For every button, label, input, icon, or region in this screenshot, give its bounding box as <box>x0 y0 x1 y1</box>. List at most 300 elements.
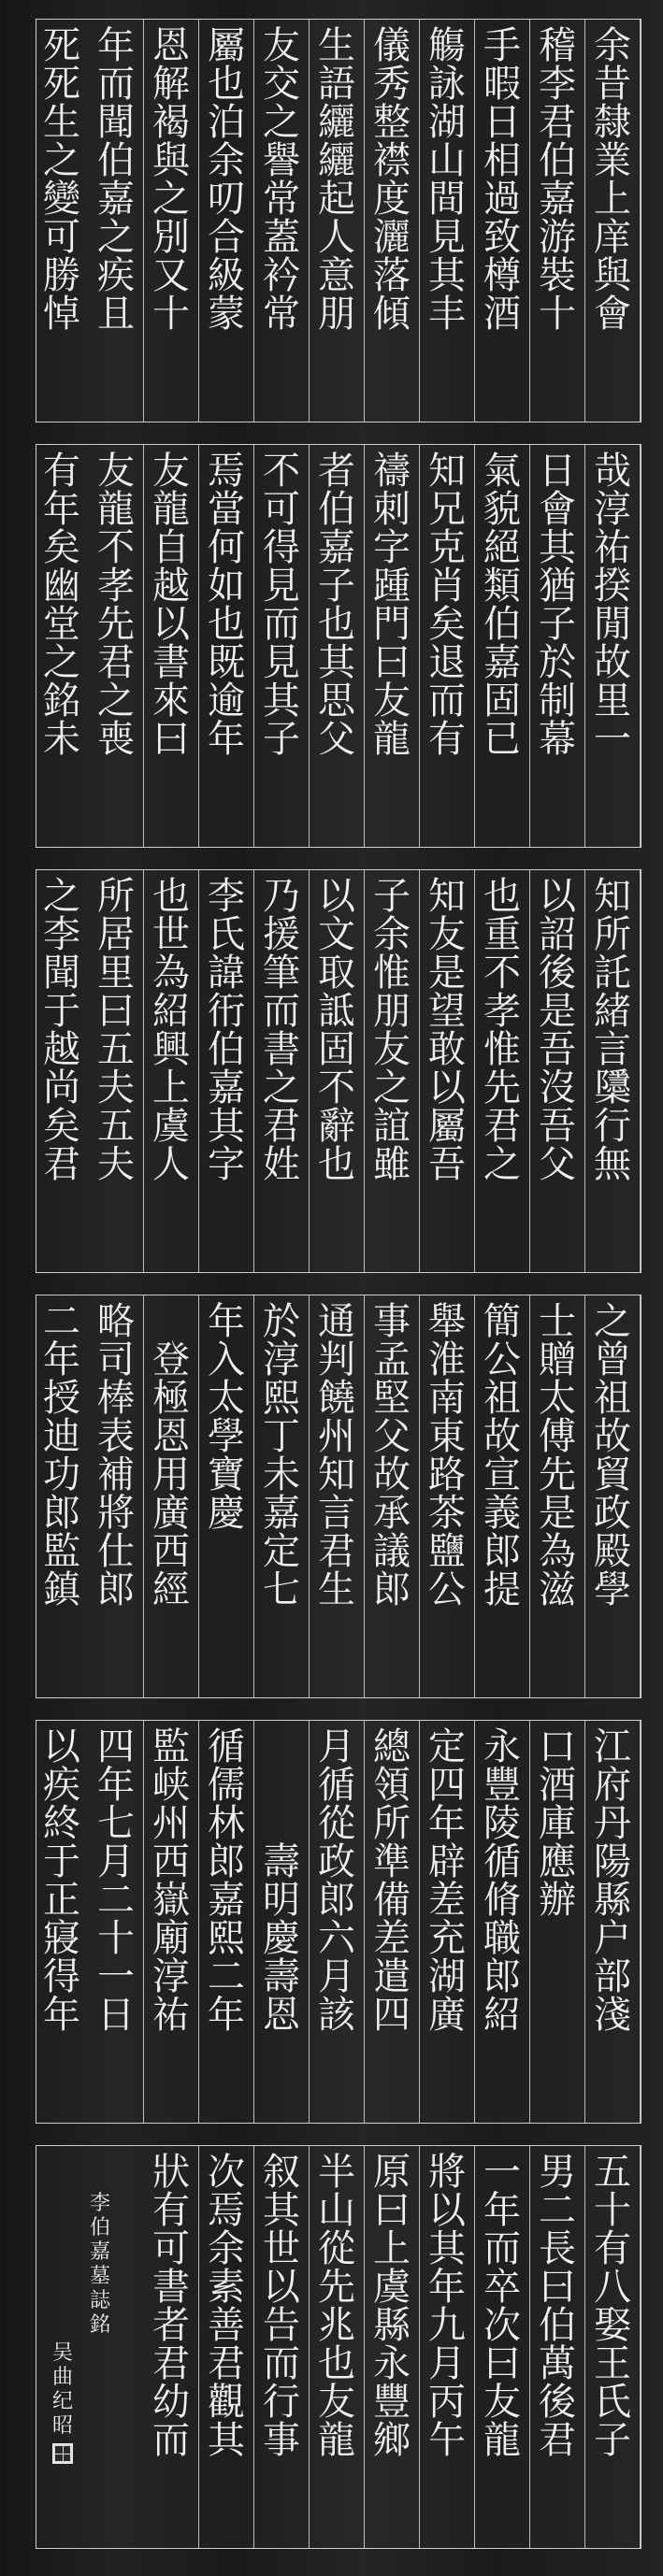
character-glyph: 詔 <box>539 913 576 956</box>
character-glyph: 男 <box>539 2151 576 2194</box>
character-glyph: 通 <box>318 1300 355 1343</box>
text-column <box>475 870 530 1272</box>
character-glyph: 湖 <box>428 1955 466 1998</box>
character-glyph: 以 <box>318 875 355 918</box>
text-column <box>199 20 254 422</box>
character-glyph: 書 <box>263 1028 300 1071</box>
character-glyph: 且 <box>97 293 135 336</box>
character-glyph: 於 <box>539 641 576 684</box>
character-glyph: 可 <box>152 2227 190 2270</box>
character-glyph: 州 <box>318 1415 355 1458</box>
character-glyph: 議 <box>373 1530 411 1573</box>
character-glyph: 已 <box>483 718 521 761</box>
character-glyph: 既 <box>208 641 245 684</box>
character-glyph: 字 <box>208 1143 245 1186</box>
character-glyph: 屬 <box>208 24 245 67</box>
character-glyph: 孝 <box>483 990 521 1033</box>
character-glyph: 十 <box>152 293 190 336</box>
character-glyph: 二 <box>97 1879 135 1922</box>
character-glyph: 庠 <box>594 216 631 259</box>
character-glyph: 蓋 <box>263 216 300 259</box>
character-glyph: 終 <box>43 1802 80 1845</box>
character-glyph: 長 <box>539 2227 576 2270</box>
character-glyph: 龍 <box>97 488 135 531</box>
character-glyph: 將 <box>97 1492 135 1535</box>
character-glyph: 友 <box>373 680 411 723</box>
character-glyph: 七 <box>263 1568 300 1611</box>
character-glyph: 叨 <box>208 178 245 221</box>
character-glyph: 其 <box>428 2227 466 2270</box>
character-glyph: 誼 <box>373 1105 411 1148</box>
character-glyph: 而 <box>97 63 135 106</box>
character-glyph: 陽 <box>594 1840 631 1883</box>
text-column <box>199 1721 254 2123</box>
character-glyph: 曰 <box>373 641 411 684</box>
character-glyph: 年 <box>208 1300 245 1343</box>
text-column <box>35 445 89 847</box>
character-glyph: 郎 <box>43 1492 80 1535</box>
text-column <box>530 20 585 422</box>
character-glyph: 年 <box>97 24 135 67</box>
character-glyph: 知 <box>428 450 466 493</box>
character-glyph: 禱 <box>373 450 411 493</box>
text-column <box>89 1295 144 1697</box>
character-glyph: 口 <box>539 1725 576 1768</box>
text-column <box>420 20 475 422</box>
character-glyph: 父 <box>318 718 355 761</box>
character-glyph: 嘉 <box>318 526 355 569</box>
character-glyph: 寶 <box>208 1453 245 1496</box>
character-glyph: 見 <box>428 216 466 259</box>
text-column <box>144 445 199 847</box>
character-glyph: 嘉 <box>208 1879 245 1922</box>
text-column <box>530 1721 585 2123</box>
text-column <box>475 20 530 422</box>
character-glyph: 學 <box>208 1415 245 1458</box>
character-glyph: 吾 <box>539 1028 576 1071</box>
character-glyph: 其 <box>428 254 466 297</box>
character-glyph: 世 <box>263 2227 300 2270</box>
character-glyph: 有 <box>43 450 80 493</box>
character-glyph: 棒 <box>97 1377 135 1420</box>
character-glyph: 差 <box>373 1917 411 1960</box>
text-column <box>365 445 420 847</box>
character-glyph: 惟 <box>373 952 411 995</box>
character-glyph: 自 <box>152 526 190 569</box>
character-glyph: 從 <box>318 2227 355 2270</box>
character-glyph: 西 <box>152 1840 190 1883</box>
character-glyph: 與 <box>594 254 631 297</box>
character-glyph: 傅 <box>539 1415 576 1458</box>
character-glyph: 定 <box>263 1530 300 1573</box>
character-glyph: 庫 <box>539 1802 576 1845</box>
character-glyph: 四 <box>373 1994 411 2037</box>
character-glyph: 父 <box>539 1143 576 1186</box>
text-column <box>365 1721 420 2123</box>
character-glyph: 死 <box>43 24 80 67</box>
character-glyph: 纚 <box>318 101 355 144</box>
character-glyph: 該 <box>318 1994 355 2037</box>
text-column <box>585 1721 641 2123</box>
text-column <box>585 870 641 1272</box>
character-glyph: 余 <box>208 139 245 182</box>
character-glyph: 其 <box>539 526 576 569</box>
character-glyph: 也 <box>318 603 355 646</box>
character-glyph: 辦 <box>539 1879 576 1922</box>
character-glyph: 友 <box>97 450 135 493</box>
character-glyph: 死 <box>43 63 80 106</box>
character-glyph: 循 <box>483 1840 521 1883</box>
character-glyph: 淳 <box>263 1338 300 1381</box>
text-column <box>420 2146 475 2548</box>
character-glyph: 交 <box>263 63 300 106</box>
text-column <box>585 2146 641 2548</box>
character-glyph: 暇 <box>483 63 521 106</box>
character-glyph: 而 <box>263 603 300 646</box>
character-glyph: 半 <box>318 2151 355 2194</box>
character-glyph: 里 <box>97 952 135 995</box>
character-glyph: 有 <box>428 718 466 761</box>
text-column <box>530 1295 585 1697</box>
character-glyph: 淺 <box>594 1994 631 2037</box>
character-glyph: 定 <box>428 1725 466 1768</box>
text-column <box>35 1721 89 2123</box>
character-glyph: 間 <box>428 178 466 221</box>
character-glyph: 淳 <box>594 488 631 531</box>
text-column <box>420 1295 475 1697</box>
character-glyph: 年 <box>428 1802 466 1845</box>
character-glyph: 變 <box>43 178 80 221</box>
character-glyph: 傾 <box>373 293 411 336</box>
character-glyph: 江 <box>594 1725 631 1768</box>
character-glyph: 宣 <box>483 1453 521 1496</box>
character-glyph: 踵 <box>373 565 411 608</box>
character-glyph: 生 <box>43 101 80 144</box>
character-glyph: 承 <box>373 1492 411 1535</box>
character-glyph: 廟 <box>152 1917 190 1960</box>
work-title <box>87 2193 113 2548</box>
character-glyph: 知 <box>594 875 631 918</box>
character-glyph: 勝 <box>43 254 80 297</box>
character-glyph: 生 <box>318 24 355 67</box>
character-glyph: 君 <box>263 1105 300 1148</box>
character-glyph: 文 <box>318 913 355 956</box>
character-glyph: 故 <box>483 1415 521 1458</box>
character-glyph: 娶 <box>594 2304 631 2347</box>
character-glyph: 夫 <box>97 1066 135 1109</box>
text-column <box>144 20 199 422</box>
character-glyph: 世 <box>152 913 190 956</box>
character-glyph: 所 <box>594 913 631 956</box>
text-column <box>254 2146 310 2548</box>
character-glyph: 稽 <box>539 24 576 67</box>
character-glyph: 從 <box>318 1802 355 1845</box>
character-glyph: 哉 <box>594 450 631 493</box>
character-glyph: 恩 <box>152 24 190 67</box>
character-glyph: 曰 <box>539 2266 576 2309</box>
character-glyph: 年 <box>483 2189 521 2232</box>
character-glyph: 君 <box>43 1143 80 1186</box>
character-glyph: 淳 <box>152 1955 190 1998</box>
character-glyph: 余 <box>594 24 631 67</box>
character-glyph: 朋 <box>373 990 411 1033</box>
character-glyph: 次 <box>208 2151 245 2194</box>
character-glyph: 纪 <box>51 2390 73 2413</box>
character-glyph: 虞 <box>373 2266 411 2309</box>
seal-stamp <box>52 2443 73 2464</box>
text-column <box>35 870 89 1272</box>
character-glyph: 公 <box>428 1568 466 1611</box>
character-glyph: 伯 <box>89 2216 110 2240</box>
character-glyph: 其 <box>263 2189 300 2232</box>
text-column <box>310 20 365 422</box>
character-glyph: 墓 <box>89 2265 110 2288</box>
character-glyph: 有 <box>594 2227 631 2270</box>
character-glyph: 循 <box>318 1764 355 1807</box>
character-glyph: 氏 <box>208 913 245 956</box>
character-glyph: 尚 <box>43 1066 80 1109</box>
character-glyph: 鄉 <box>373 2419 411 2462</box>
character-glyph: 月 <box>428 2342 466 2385</box>
character-glyph: 觀 <box>208 2381 245 2424</box>
character-glyph: 户 <box>594 1917 631 1960</box>
character-glyph: 虞 <box>152 1105 190 1148</box>
character-glyph: 祐 <box>594 526 631 569</box>
character-glyph: 政 <box>318 1840 355 1883</box>
character-glyph: 又 <box>152 254 190 297</box>
character-glyph: 其 <box>318 641 355 684</box>
character-glyph: 孝 <box>97 565 135 608</box>
character-glyph: 相 <box>483 139 521 182</box>
text-column <box>530 445 585 847</box>
text-column <box>365 1295 420 1697</box>
character-glyph: 堅 <box>373 1377 411 1420</box>
character-glyph: 用 <box>152 1453 190 1496</box>
character-glyph: 銘 <box>89 2313 110 2337</box>
character-glyph: 手 <box>483 24 521 67</box>
character-glyph: 友 <box>318 2381 355 2424</box>
character-glyph: 永 <box>373 2342 411 2385</box>
character-glyph: 授 <box>43 1377 80 1420</box>
character-glyph: 慶 <box>208 1492 245 1535</box>
character-glyph: 事 <box>263 2419 300 2462</box>
character-glyph: 湖 <box>428 101 466 144</box>
character-glyph: 言 <box>318 1492 355 1535</box>
text-column <box>310 1721 365 2123</box>
character-glyph: 十 <box>594 2189 631 2232</box>
character-glyph: 南 <box>428 1377 466 1420</box>
character-glyph: 部 <box>594 1955 631 1998</box>
character-glyph: 也 <box>483 875 521 918</box>
character-glyph: 恩 <box>263 1994 300 2037</box>
character-glyph: 矣 <box>43 1105 80 1148</box>
character-glyph: 何 <box>208 526 245 569</box>
text-column <box>310 1295 365 1697</box>
character-glyph: 重 <box>483 913 521 956</box>
character-glyph: 四 <box>97 1725 135 1768</box>
character-glyph: 差 <box>428 1879 466 1922</box>
character-glyph: 知 <box>428 875 466 918</box>
character-glyph: 九 <box>428 2304 466 2347</box>
character-glyph: 學 <box>594 1568 631 1611</box>
character-glyph: 伯 <box>483 603 521 646</box>
character-glyph: 以 <box>152 603 190 646</box>
text-column <box>475 2146 530 2548</box>
character-glyph: 疾 <box>43 1764 80 1807</box>
character-glyph: 矣 <box>428 603 466 646</box>
character-glyph: 茶 <box>428 1492 466 1535</box>
character-glyph: 廣 <box>152 1492 190 1535</box>
character-glyph: 後 <box>539 2381 576 2424</box>
panel-2 <box>36 444 641 848</box>
text-column <box>475 1295 530 1697</box>
text-column <box>530 2146 585 2548</box>
character-glyph: 縣 <box>594 1879 631 1922</box>
character-glyph: 儒 <box>208 1764 245 1807</box>
character-glyph: 告 <box>263 2304 300 2347</box>
character-glyph: 聞 <box>43 952 80 995</box>
character-glyph: 閒 <box>594 603 631 646</box>
text-column <box>585 20 641 422</box>
character-glyph: 表 <box>97 1415 135 1458</box>
character-glyph: 思 <box>318 680 355 723</box>
character-glyph: 幽 <box>43 565 80 608</box>
character-glyph: 年 <box>43 1338 80 1381</box>
character-glyph: 里 <box>594 680 631 723</box>
character-glyph: 也 <box>152 875 190 918</box>
character-glyph: 後 <box>539 952 576 995</box>
character-glyph: 不 <box>318 1066 355 1109</box>
character-glyph: 曰 <box>97 990 135 1033</box>
character-glyph: 州 <box>152 1802 190 1845</box>
character-glyph: 功 <box>43 1453 80 1496</box>
character-glyph: 是 <box>539 1492 576 1535</box>
character-glyph: 遣 <box>373 1955 411 1998</box>
character-glyph: 以 <box>539 875 576 918</box>
character-glyph: 日 <box>97 1994 135 2037</box>
character-glyph: 為 <box>152 952 190 995</box>
character-glyph: 觴 <box>428 24 466 67</box>
character-glyph: 士 <box>539 1300 576 1343</box>
character-glyph: 君 <box>539 101 576 144</box>
author-name <box>50 2342 76 2440</box>
character-glyph: 無 <box>594 1143 631 1186</box>
character-glyph: 嘉 <box>208 1066 245 1109</box>
character-glyph: 而 <box>428 680 466 723</box>
text-column <box>585 445 641 847</box>
character-glyph: 判 <box>318 1338 355 1381</box>
character-glyph: 補 <box>97 1453 135 1496</box>
character-glyph: 是 <box>539 990 576 1033</box>
character-glyph: 級 <box>208 254 245 297</box>
panel-1 <box>36 19 641 422</box>
character-glyph: 得 <box>43 1955 80 1998</box>
character-glyph: 簡 <box>483 1300 521 1343</box>
character-glyph: 余 <box>373 913 411 956</box>
character-glyph: 其 <box>263 680 300 723</box>
character-glyph: 太 <box>208 1377 245 1420</box>
character-glyph: 見 <box>263 565 300 608</box>
character-glyph: 隸 <box>594 101 631 144</box>
character-glyph: 酒 <box>539 1764 576 1807</box>
character-glyph: 昭 <box>51 2414 73 2438</box>
character-glyph: 二 <box>43 1300 80 1343</box>
character-glyph: 貿 <box>594 1453 631 1496</box>
character-glyph: 詆 <box>318 990 355 1033</box>
character-glyph: 仕 <box>97 1530 135 1573</box>
character-glyph: 堂 <box>43 603 80 646</box>
character-glyph: 領 <box>373 1764 411 1807</box>
character-glyph: 悼 <box>43 293 80 336</box>
character-glyph: 君 <box>208 2342 245 2385</box>
character-glyph: 屬 <box>428 1105 466 1148</box>
text-column <box>144 870 199 1272</box>
character-glyph: 之 <box>594 1300 631 1343</box>
character-glyph: 筆 <box>263 952 300 995</box>
character-glyph: 酒 <box>483 293 521 336</box>
character-glyph: 常 <box>263 178 300 221</box>
character-glyph: 年 <box>208 1994 245 2037</box>
character-glyph: 曰 <box>152 718 190 761</box>
character-glyph: 而 <box>263 990 300 1033</box>
character-glyph: 李 <box>208 875 245 918</box>
character-glyph: 度 <box>373 178 411 221</box>
character-glyph: 于 <box>43 1840 80 1883</box>
character-glyph: 五 <box>594 2151 631 2194</box>
character-glyph: 過 <box>483 178 521 221</box>
character-glyph: 公 <box>483 1338 521 1381</box>
character-glyph: 絕 <box>483 526 521 569</box>
character-glyph: 贈 <box>539 1338 576 1381</box>
text-column <box>420 445 475 847</box>
character-glyph: 職 <box>483 1917 521 1960</box>
character-glyph: 君 <box>539 2419 576 2462</box>
text-column <box>475 445 530 847</box>
character-glyph: 之 <box>152 178 190 221</box>
character-glyph: 聞 <box>97 101 135 144</box>
text-column <box>310 445 365 847</box>
text-column <box>144 1295 199 1697</box>
character-glyph: 略 <box>97 1300 135 1343</box>
character-glyph: 以 <box>263 2266 300 2309</box>
character-glyph: 致 <box>483 216 521 259</box>
character-glyph: 豐 <box>483 1764 521 1807</box>
character-glyph: 祐 <box>152 1994 190 2037</box>
character-glyph: 六 <box>318 1917 355 1960</box>
character-glyph: 言 <box>594 1028 631 1071</box>
character-glyph: 陵 <box>483 1802 521 1845</box>
character-glyph: 故 <box>594 641 631 684</box>
character-glyph: 林 <box>208 1802 245 1845</box>
character-glyph: 焉 <box>208 450 245 493</box>
character-glyph: 姓 <box>263 1143 300 1186</box>
character-glyph: 焉 <box>208 2189 245 2232</box>
character-glyph: 君 <box>483 1105 521 1148</box>
character-glyph: 矣 <box>43 526 80 569</box>
character-glyph: 樽 <box>483 254 521 297</box>
signature-area <box>36 2146 126 2548</box>
character-glyph: 十 <box>539 293 576 336</box>
character-glyph: 友 <box>152 450 190 493</box>
character-glyph: 明 <box>263 1879 300 1922</box>
character-glyph: 王 <box>594 2342 631 2385</box>
character-glyph: 辟 <box>428 1840 466 1883</box>
character-glyph: 乃 <box>263 875 300 918</box>
character-glyph: 纚 <box>318 139 355 182</box>
text-column <box>89 1721 144 2123</box>
character-glyph: 逾 <box>208 680 245 723</box>
character-glyph: 起 <box>318 178 355 221</box>
